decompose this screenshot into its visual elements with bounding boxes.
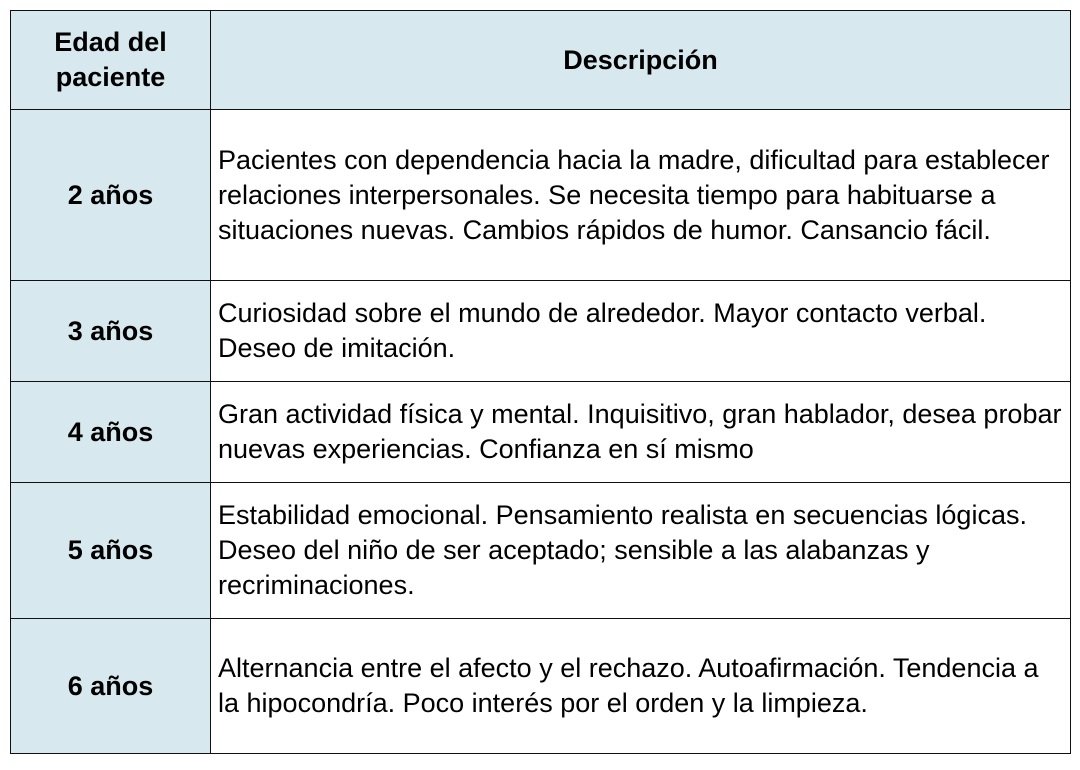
age-cell: 3 años [11, 281, 211, 382]
description-cell: Gran actividad física y mental. Inquisitivo, gran hablador, desea probar nuevas experiencias. Confianza en sí mismo [211, 382, 1071, 483]
age-cell: 4 años [11, 382, 211, 483]
age-cell: 2 años [11, 110, 211, 281]
table-row [11, 483, 1071, 619]
table-container [10, 10, 1071, 754]
description-cell: Alternancia entre el afecto y el rechazo. Autoafirmación. Tendencia a la hipocondría. Poco interés por el orden y la limpieza. [211, 619, 1071, 754]
description-cell: Curiosidad sobre el mundo de alrededor. Mayor contacto verbal. Deseo de imitación. [211, 281, 1071, 382]
header-age: Edad del paciente [11, 11, 211, 110]
table-header-row [11, 11, 1071, 110]
table-row [11, 382, 1071, 483]
age-cell: 5 años [11, 483, 211, 619]
table-row [11, 110, 1071, 281]
table-row [11, 281, 1071, 382]
age-description-table [10, 10, 1071, 754]
description-cell: Estabilidad emocional. Pensamiento realista en secuencias lógicas. Deseo del niño de ser aceptado; sensible a las alabanzas y recriminaciones. [211, 483, 1071, 619]
age-cell: 6 años [11, 619, 211, 754]
table-row [11, 619, 1071, 754]
header-description: Descripción [211, 11, 1071, 110]
description-cell: Pacientes con dependencia hacia la madre, dificultad para establecer relaciones interpersonales. Se necesita tiempo para habituarse a situaciones nuevas. Cambios rápidos de humor. Cansancio fácil. [211, 110, 1071, 281]
